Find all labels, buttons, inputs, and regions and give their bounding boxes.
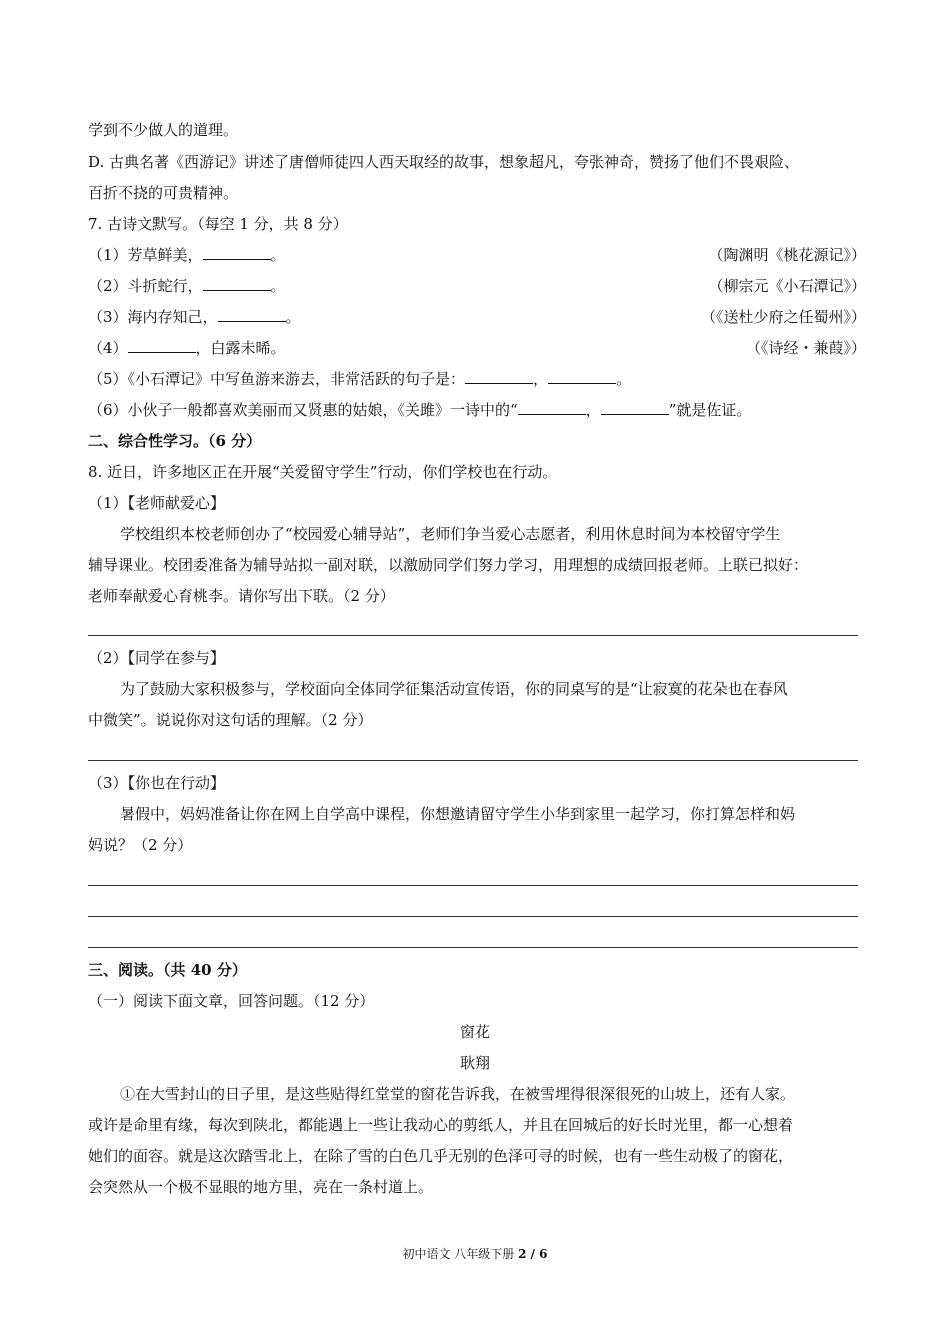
text-line: 她们的面容。就是这次踏雪北上，在除了雪的白色几乎无别的色泽可寻的时候，也有一些生动极了的窗花， xyxy=(88,1147,794,1165)
poem-source: （《诗经・兼葭》） xyxy=(745,339,866,357)
text-line: 妈说？（2 分） xyxy=(88,836,193,854)
answer-line[interactable] xyxy=(88,760,858,761)
section-2-title: 二、综合性学习。（6 分） xyxy=(88,432,262,450)
poem-line-1: （1）芳草鲜美， 。 （陶渊明《桃花源记》） xyxy=(88,246,866,264)
text-line: 辅导课业。校团委准备为辅导站拟一副对联，以激励同学们努力学习，用理想的成绩回报老师。上联已拟好： xyxy=(88,556,809,574)
poem-line-3: （3）海内存知己， 。 （《送杜少府之任蜀州》） xyxy=(88,308,866,326)
page-number: 2 / 6 xyxy=(518,1247,548,1261)
text-line: 或许是命里有缘，每次到陕北，都能遇上一些让我动心的剪纸人，并且在回城后的好长时光里，都一心想着 xyxy=(88,1116,794,1134)
question-7-5: （5）《小石潭记》中写鱼游来游去，非常活跃的句子是： ， 。 xyxy=(88,370,632,388)
text-line: 为了鼓励大家积极参与，学校面向全体同学征集活动宣传语，你的同桌写的是“让寂寞的花朵也在春风 xyxy=(120,680,788,698)
answer-blank[interactable] xyxy=(203,245,271,260)
answer-line[interactable] xyxy=(88,885,858,886)
poem-source: （柳宗元《小石潭记》） xyxy=(708,277,866,295)
part-2-title: （2）【同学在参与】 xyxy=(88,649,226,667)
part-1-title: （1）【老师献爱心】 xyxy=(88,494,226,512)
text-line: ①在大雪封山的日子里，是这些贴得红堂堂的窗花告诉我，在被雪埋得很深很死的山坡上，还有人家。 xyxy=(120,1085,796,1103)
article-title: 窗花 xyxy=(459,1023,490,1041)
poem-source: （陶渊明《桃花源记》） xyxy=(708,246,866,264)
text-line: 会突然从一个极不显眼的地方里，亮在一条村道上。 xyxy=(88,1178,434,1196)
text-line: 老师奉献爱心育桃李。请你写出下联。（2 分） xyxy=(88,587,395,605)
answer-blank[interactable] xyxy=(518,400,586,415)
question-8: 8. 近日，许多地区正在开展“关爱留守学生”行动，你们学校也在行动。 xyxy=(88,463,558,481)
page-footer: 初中语文 八年级下册 2 / 6 xyxy=(402,1247,548,1261)
text-line: 学到不少做人的道理。 xyxy=(88,121,239,139)
answer-blank[interactable] xyxy=(601,400,669,415)
article-author: 耿翔 xyxy=(459,1054,490,1072)
answer-blank[interactable] xyxy=(203,276,271,291)
answer-blank[interactable] xyxy=(128,338,196,353)
poem-source: （《送杜少府之任蜀州》） xyxy=(700,308,866,326)
answer-blank[interactable] xyxy=(548,369,616,384)
section-3-title: 三、阅读。（共 40 分） xyxy=(88,961,247,979)
answer-line[interactable] xyxy=(88,916,858,917)
answer-line[interactable] xyxy=(88,635,858,636)
poem-line-4: （4） ，白露未晞。 （《诗经・兼葭》） xyxy=(88,339,866,357)
answer-blank[interactable] xyxy=(218,307,286,322)
answer-blank[interactable] xyxy=(465,369,533,384)
text-line: 中微笑”。说说你对这句话的理解。（2 分） xyxy=(88,711,373,729)
answer-line[interactable] xyxy=(88,947,858,948)
text-line: 暑假中，妈妈准备让你在网上自学高中课程，你想邀请留守学生小华到家里一起学习，你打算怎样和妈 xyxy=(120,805,796,823)
text-line: D. 古典名著《西游记》讲述了唐僧师徒四人西天取经的故事，想象超凡，夸张神奇，赞扬了他们不畏艰险、 xyxy=(88,153,800,171)
poem-line-2: （2）斗折蛇行， 。 （柳宗元《小石潭记》） xyxy=(88,277,866,295)
text-line: 学校组织本校老师创办了“校园爱心辅导站”，老师们争当爱心志愿者，利用休息时间为本校留守学生 xyxy=(120,525,781,543)
question-7-title: 7. 古诗文默写。（每空 1 分，共 8 分） xyxy=(88,215,348,233)
reading-1-title: （一）阅读下面文章，回答问题。（12 分） xyxy=(88,992,375,1010)
part-3-title: （3）【你也在行动】 xyxy=(88,774,226,792)
text-line: 百折不挠的可贵精神。 xyxy=(88,184,239,202)
question-7-6: （6）小伙子一般都喜欢美丽而又贤惠的姑娘，《关雎》一诗中的“ ， ”就是佐证。 xyxy=(88,401,752,419)
